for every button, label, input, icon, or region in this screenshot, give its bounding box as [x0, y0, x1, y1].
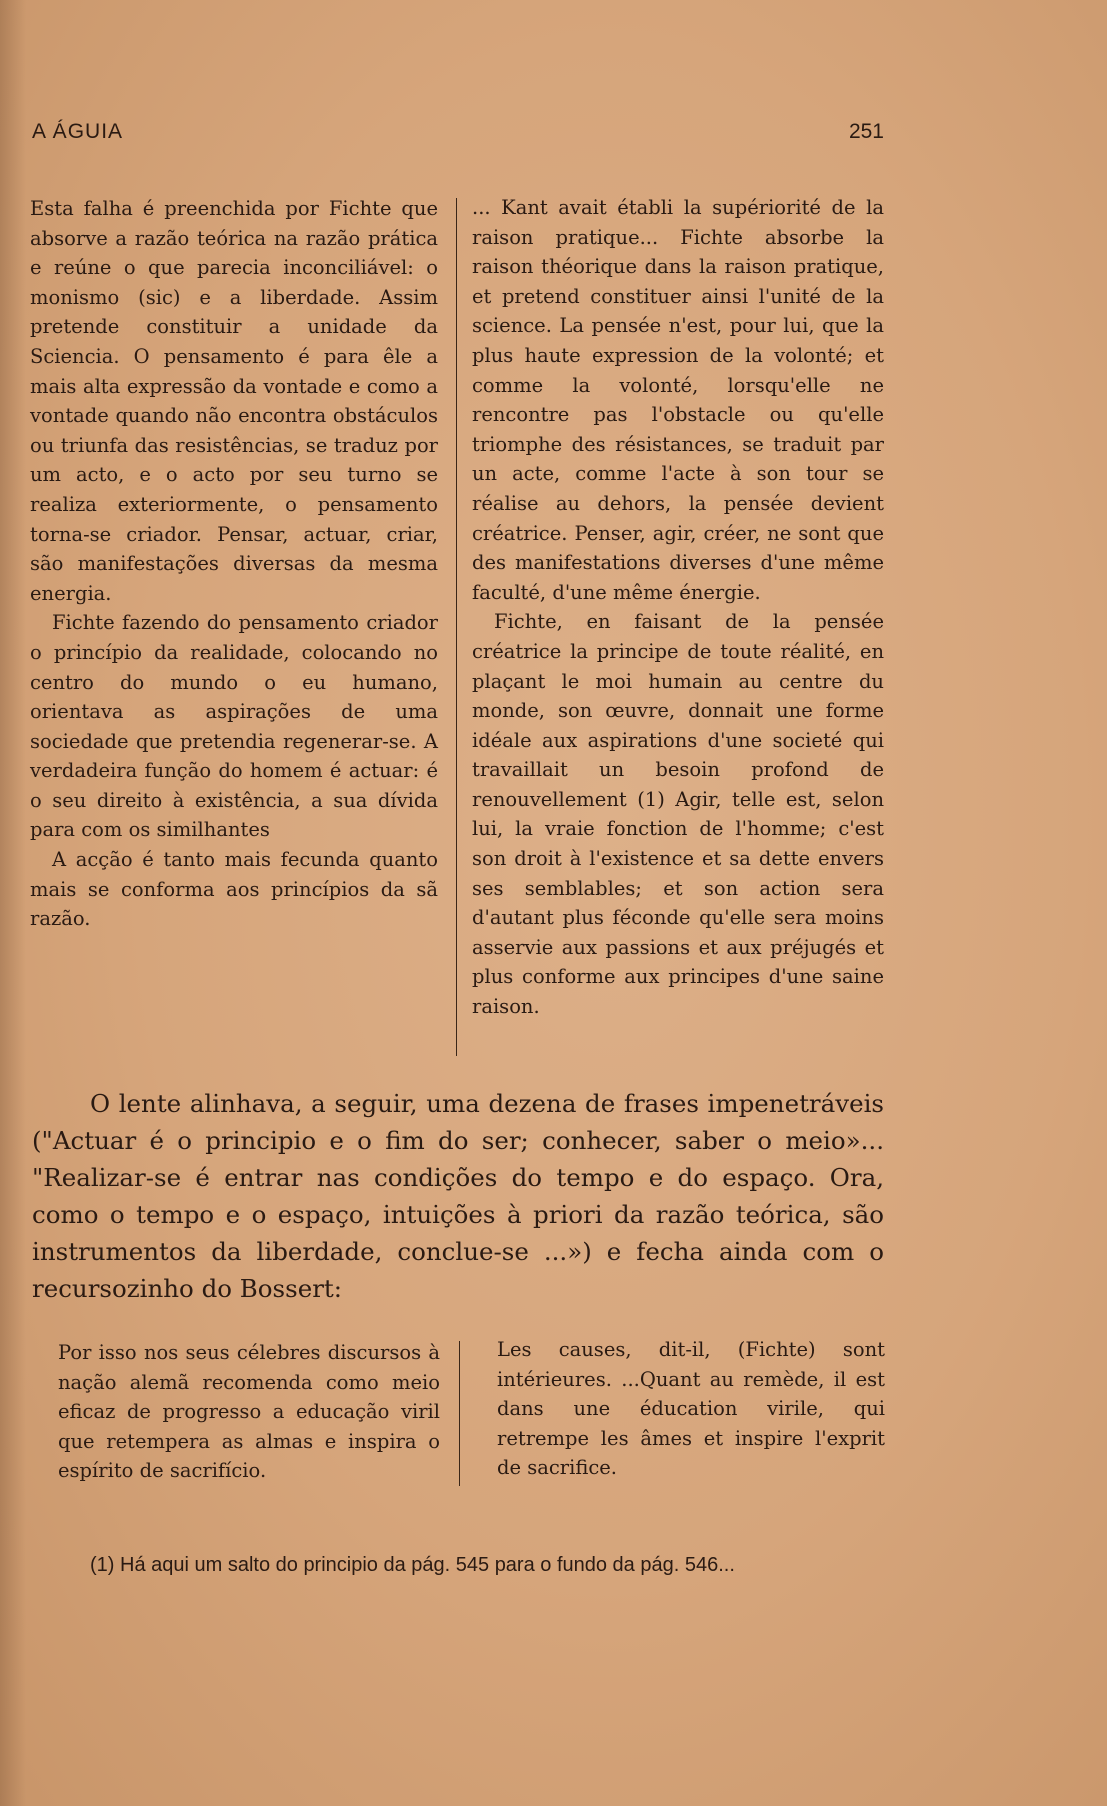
paragraph: Les causes, dit-il, (Fichte) sont intérieures. ...Quant au remède, il est dans une éducation virile, qui retrempe les âmes et inspire l'exprit de sacrifice.	[497, 1338, 885, 1480]
page-edge-shadow	[0, 0, 26, 1806]
footnote	[36, 1550, 886, 1580]
french-column-top	[472, 193, 884, 1022]
paragraph: ... Kant avait établi la supériorité de la raison pratique... Fichte absorbe la raison théorique dans la raison pratique, et pretend constituer ainsi l'unité de la science. La pensée n'est, pour lui, que la plus haute expression de la volonté; et comme la volonté, lorsqu'elle ne rencontre pas l'obstacle ou qu'elle triomphe des résistances, se traduit par un acte, comme l'acte à son tour se réalise au dehors, la pensée devient créatrice. Penser, agir, créer, ne sont que des manifestations diverses d'une même faculté, d'une même énergie.	[472, 196, 884, 604]
column-divider	[459, 1341, 460, 1486]
paragraph: Por isso nos seus célebres discursos à nação alemã recomenda como meio eficaz de progresso a educação viril que retempera as almas e inspira o espírito de sacrifício.	[58, 1341, 440, 1483]
paragraph: Fichte fazendo do pensamento criador o princípio da realidade, colocando no centro do mundo o eu humano, orientava as aspirações de uma sociedade que pretendia regenerar-se. A verdadeira função do homem é actuar: é o seu direito à existência, a sua dívida para com os similhantes	[30, 611, 438, 842]
portuguese-column-top	[30, 194, 438, 934]
column-divider	[456, 198, 457, 1056]
footnote-text: (1) Há aqui um salto do principio da pág. 545 para o fundo da pág. 546...	[90, 1554, 735, 1576]
page-number: 251	[848, 120, 884, 143]
paragraph: Fichte, en faisant de la pensée créatrice la principe de toute réalité, en plaçant le moi humain au centre du monde, son œuvre, donnait une forme idéale aux aspirations d'une societé qui travaillait un besoin profond de renouvellement (1) Agir, telle est, selon lui, la vraie fonction de l'homme; c'est son droit à l'existence et sa dette envers ses semblables; et son action sera d'autant plus féconde qu'elle sera moins asservie aux passions et aux préjugés et plus conforme aux principes d'une saine raison.	[472, 610, 884, 1019]
portuguese-column-bottom	[58, 1338, 440, 1486]
french-column-bottom	[497, 1335, 885, 1483]
paragraph: O lente alinhava, a seguir, uma dezena de frases impenetráveis ("Actuar é o principio e o fim do ser; conhecer, saber o meio»... "Realizar-se é entrar nas condições do tempo e do espaço. Ora, como o tempo e o espaço, intuições à priori da razão teórica, são instrumentos da liberdade, conclue-se ...») e fecha ainda com o recursozinho do Bossert:	[32, 1089, 884, 1303]
journal-title: A ÁGUIA	[32, 120, 124, 143]
body-paragraph	[32, 1085, 884, 1307]
paragraph: Esta falha é preenchida por Fichte que absorve a razão teórica na razão prática e reúne o que parecia inconciliável: o monismo (sic) e a liberdade. Assim pretende constituir a unidade da Sciencia. O pensamento é para êle a mais alta expressão da vontade e como a vontade quando não encontra obstáculos ou triunfa das resistências, se traduz por um acto, e o acto por seu turno se realiza exteriormente, o pensamento torna-se criador. Pensar, actuar, criar, são manifestações diversas da mesma energia.	[30, 197, 438, 605]
paragraph: A acção é tanto mais fecunda quanto mais se conforma aos princípios da sã razão.	[30, 848, 438, 931]
running-header	[32, 120, 884, 150]
